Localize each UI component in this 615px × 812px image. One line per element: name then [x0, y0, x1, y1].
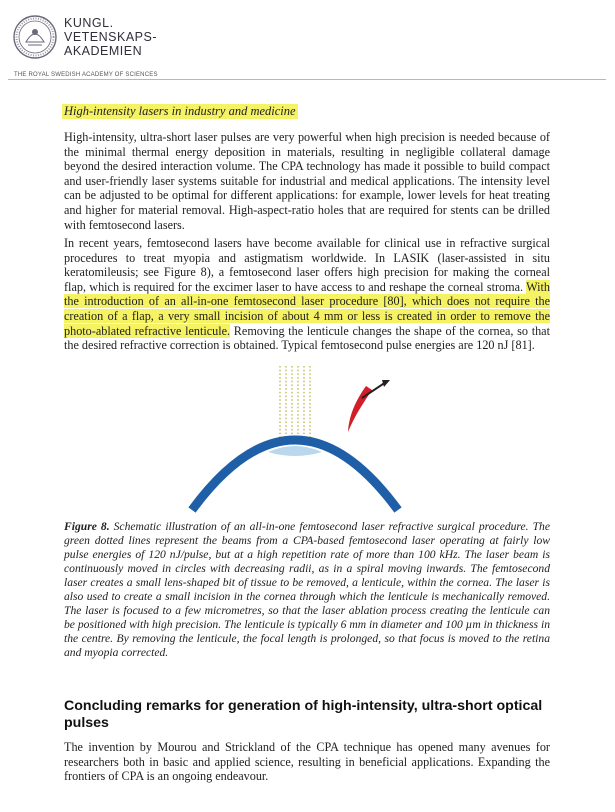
figure-8-illustration [150, 360, 470, 520]
header-divider [8, 79, 606, 80]
academy-logo [12, 14, 162, 84]
academy-seal-icon [12, 14, 58, 60]
laser-beams [280, 366, 310, 444]
paragraph-text: In recent years, femtosecond lasers have become available for clinical use in refractive surgical procedures to treat myopia and astigmatism worldwide. In LASIK (laser-assisted in situ keratomileusis; see Figure 8), a femtosecond laser offers high precision for making the corneal flap, which is required for the excimer laser to have access to and reshape the corneal stroma. [64, 236, 550, 294]
paragraph-text: Removing the lenticule changes the shape of the cornea, so that the desired refractive correction is obtained. Typical femtosecond pulse energies are 120 nJ [81]. [64, 323, 550, 353]
academy-name-line: VETENSKAPS- [64, 30, 158, 44]
figure-caption-text: Schematic illustration of an all-in-one femtosecond laser refractive surgical procedure. The green dotted lines represent the beams from a CPA-based femtosecond laser operating at fairly low pulse energies of 120 nJ/pulse, but at a high repetition rate of more than 100 kHz. The laser beam is continuously moved in circles with decreasing radii, as in a spiral moving inwards. The femtosecond laser creates a small lens-shaped bit of tissue to be removed, a lenticule, within the cornea. The laser is also used to create a small incision in the cornea through which the lenticule is mechanically removed. The laser is focused to a few micrometres, so that the laser ablation process creating the lenticule can be positioned with high precision. The lenticule is typically 6 mm in diameter and 100 µm in thickness in the centre. By removing the lenticule, the focal length is prolonged, so that focus is moved to the retina and myopia corrected. [64, 520, 550, 659]
section-heading: High-intensity lasers in industry and medicine [64, 104, 296, 118]
conclusion-paragraph: The invention by Mourou and Strickland of the CPA technique has opened many avenues for researchers both in basic and applied science, resulting in beneficial applications. Expanding the frontiers of CPA is an ongoing endeavour. [64, 740, 550, 784]
surgical-tool-icon [348, 380, 390, 432]
highlighted-text: With the introduction of an all-in-one femtosecond laser procedure [80], which does not require the creation of a flap, a very small incision of about 4 mm or less is created in order to remove the photo-ablated refractive lenticule. [64, 279, 550, 338]
figure-caption [64, 520, 550, 660]
academy-name-line: KUNGL. [64, 16, 114, 30]
lenticule [268, 446, 322, 456]
conclusion-heading: Concluding remarks for generation of high-intensity, ultra-short optical pulses [64, 698, 543, 731]
academy-name [64, 16, 157, 58]
academy-name-line: AKADEMIEN [64, 44, 143, 58]
paragraph-industry: High-intensity, ultra-short laser pulses are very powerful when high precision is needed because of the minimal thermal energy deposition in materials, resulting in negligible collateral damage beyond the desired interaction volume. The CPA technology has made it possible to build compact and user-friendly laser systems suitable for industrial and medical applications. The intensity level can be adjusted to be optimal for different applications: for example, lower levels for heat treating and higher for material removal. High-aspect-ratio holes that are required for stents can be drilled with femtosecond lasers. [64, 130, 550, 232]
figure-label: Figure 8. [64, 520, 110, 533]
paragraph-medicine [64, 236, 550, 353]
academy-subtitle: THE ROYAL SWEDISH ACADEMY OF SCIENCES [14, 72, 158, 78]
